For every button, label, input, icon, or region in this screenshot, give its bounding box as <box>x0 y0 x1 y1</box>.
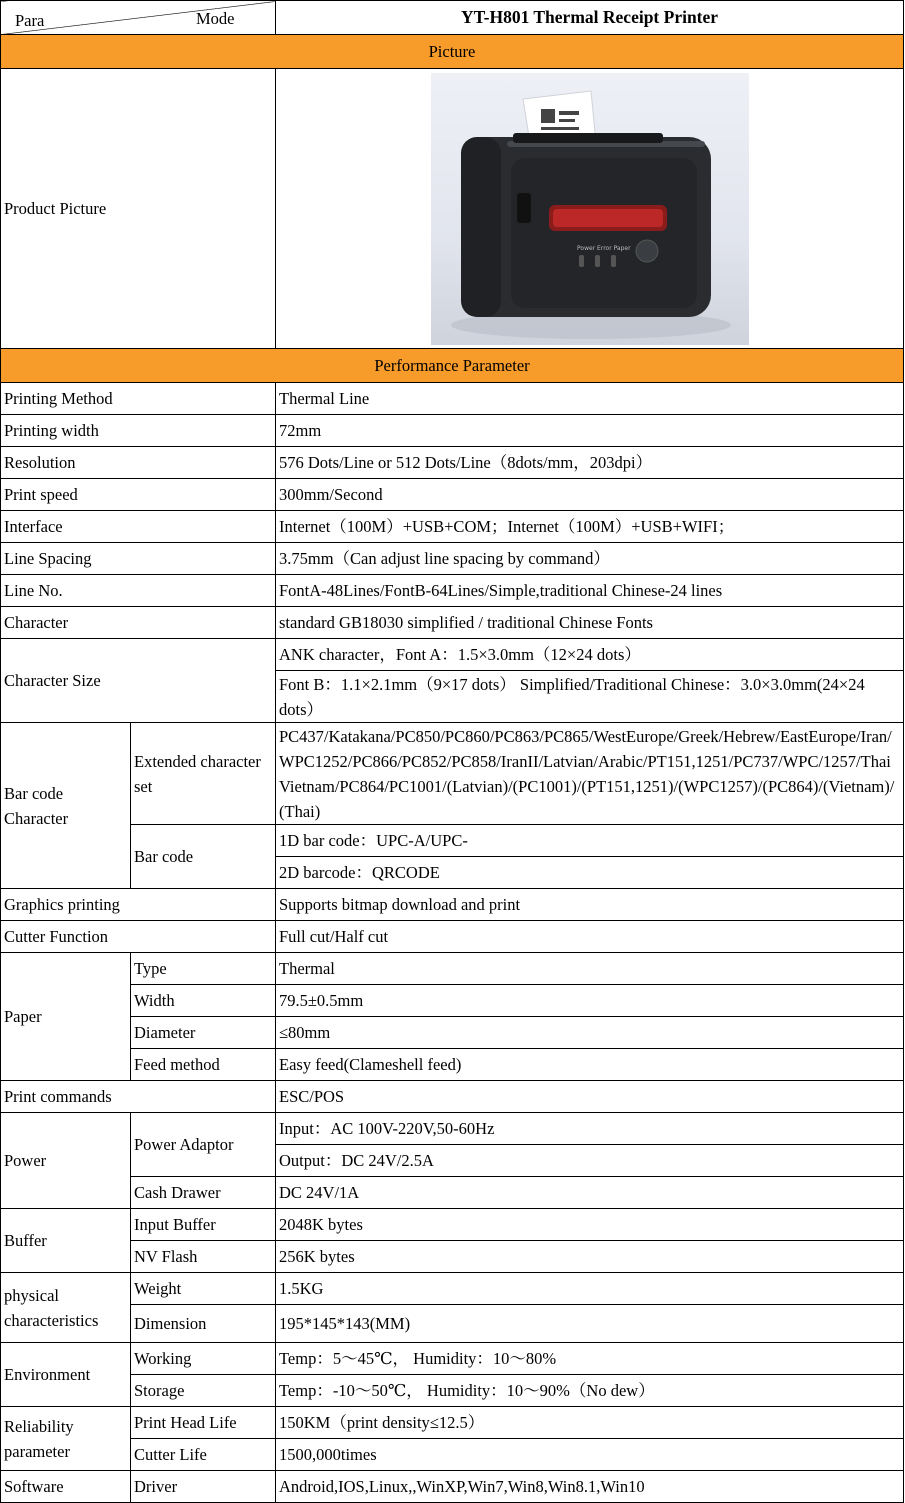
interface-value: Internet（100M）+USB+COM；Internet（100M）+USB+WIFI； <box>276 511 904 543</box>
paper-width-value: 79.5±0.5mm <box>276 985 904 1017</box>
section-performance: Performance Parameter <box>1 349 904 383</box>
product-picture-cell <box>276 69 904 349</box>
cutter-life-label: Cutter Life <box>131 1439 276 1471</box>
header-para: Para <box>15 11 45 30</box>
paper-diameter-value: ≤80mm <box>276 1017 904 1049</box>
nv-flash-label: NV Flash <box>131 1241 276 1273</box>
storage-label: Storage <box>131 1375 276 1407</box>
character-size-label: Character Size <box>1 639 276 723</box>
product-picture-label: Product Picture <box>1 69 276 349</box>
power-adaptor-input: Input：AC 100V-220V,50-60Hz <box>276 1113 904 1145</box>
input-buffer-value: 2048K bytes <box>276 1209 904 1241</box>
character-size-value-2: Font B：1.1×2.1mm（9×17 dots） Simplified/Traditional Chinese：3.0×3.0mm(24×24 dots） <box>276 671 904 723</box>
character-label: Character <box>1 607 276 639</box>
input-buffer-label: Input Buffer <box>131 1209 276 1241</box>
character-value: standard GB18030 simplified / traditional Chinese Fonts <box>276 607 904 639</box>
cutter-function-value: Full cut/Half cut <box>276 921 904 953</box>
character-size-value-1: ANK character，Font A：1.5×3.0mm（12×24 dots） <box>276 639 904 671</box>
reliability-label: Reliability parameter <box>1 1407 131 1471</box>
print-commands-value: ESC/POS <box>276 1081 904 1113</box>
dimension-value: 195*145*143(MM) <box>276 1305 904 1343</box>
weight-value: 1.5KG <box>276 1273 904 1305</box>
header-para-mode-cell <box>1 1 276 35</box>
barcode-character-label: Bar code Character <box>1 723 131 889</box>
driver-label: Driver <box>131 1471 276 1503</box>
environment-label: Environment <box>1 1343 131 1407</box>
buffer-label: Buffer <box>1 1209 131 1273</box>
svg-text:Power Error Paper: Power Error Paper <box>576 244 631 252</box>
cutter-life-value: 1500,000times <box>276 1439 904 1471</box>
page-title: YT-H801 Thermal Receipt Printer <box>276 1 904 35</box>
cash-drawer-label: Cash Drawer <box>131 1177 276 1209</box>
print-speed-value: 300mm/Second <box>276 479 904 511</box>
working-value: Temp：5～45℃， Humidity：10～80% <box>276 1343 904 1375</box>
paper-label: Paper <box>1 953 131 1081</box>
weight-label: Weight <box>131 1273 276 1305</box>
printing-width-value: 72mm <box>276 415 904 447</box>
extended-charset-value: PC437/Katakana/PC850/PC860/PC863/PC865/WestEurope/Greek/Hebrew/EastEurope/Iran/WPC1252/PC866/PC852/PC858/IranII/Latvian/Arabic/PT151,1251/PC737/WPC/1257/ThaiVietnam/PC864/PC1001/(Latvian)/(PC1001)/(PT151,1251)/(WPC1257)/(PC864)/(Vietnam)/(Thai) <box>276 723 904 825</box>
product-photo <box>431 73 749 345</box>
paper-diameter-label: Diameter <box>131 1017 276 1049</box>
barcode-2d-value: 2D barcode：QRCODE <box>276 857 904 889</box>
section-picture: Picture <box>1 35 904 69</box>
nv-flash-value: 256K bytes <box>276 1241 904 1273</box>
power-adaptor-label: Power Adaptor <box>131 1113 276 1177</box>
physical-label: physical characteristics <box>1 1273 131 1343</box>
graphics-printing-value: Supports bitmap download and print <box>276 889 904 921</box>
software-label: Software <box>1 1471 131 1503</box>
paper-type-value: Thermal <box>276 953 904 985</box>
resolution-value: 576 Dots/Line or 512 Dots/Line（8dots/mm，203dpi） <box>276 447 904 479</box>
print-commands-label: Print commands <box>1 1081 276 1113</box>
barcode-label: Bar code <box>131 825 276 889</box>
extended-charset-label: Extended character set <box>131 723 276 825</box>
paper-feed-value: Easy feed(Clameshell feed) <box>276 1049 904 1081</box>
barcode-1d-value: 1D bar code：UPC-A/UPC- <box>276 825 904 857</box>
cash-drawer-value: DC 24V/1A <box>276 1177 904 1209</box>
printing-method-value: Thermal Line <box>276 383 904 415</box>
working-label: Working <box>131 1343 276 1375</box>
line-spacing-value: 3.75mm（Can adjust line spacing by command） <box>276 543 904 575</box>
storage-value: Temp：-10～50℃， Humidity：10～90%（No dew） <box>276 1375 904 1407</box>
printer-image <box>431 73 749 345</box>
driver-value: Android,IOS,Linux,,WinXP,Win7,Win8,Win8.1,Win10 <box>276 1471 904 1503</box>
line-no-value: FontA-48Lines/FontB-64Lines/Simple,traditional Chinese-24 lines <box>276 575 904 607</box>
printing-method-label: Printing Method <box>1 383 276 415</box>
print-head-life-label: Print Head Life <box>131 1407 276 1439</box>
dimension-label: Dimension <box>131 1305 276 1343</box>
power-label: Power <box>1 1113 131 1209</box>
paper-type-label: Type <box>131 953 276 985</box>
header-mode: Mode <box>196 9 235 28</box>
print-head-life-value: 150KM（print density≤12.5） <box>276 1407 904 1439</box>
printing-width-label: Printing width <box>1 415 276 447</box>
paper-width-label: Width <box>131 985 276 1017</box>
line-spacing-label: Line Spacing <box>1 543 276 575</box>
paper-feed-label: Feed method <box>131 1049 276 1081</box>
cutter-function-label: Cutter Function <box>1 921 276 953</box>
resolution-label: Resolution <box>1 447 276 479</box>
power-adaptor-output: Output：DC 24V/2.5A <box>276 1145 904 1177</box>
graphics-printing-label: Graphics printing <box>1 889 276 921</box>
print-speed-label: Print speed <box>1 479 276 511</box>
interface-label: Interface <box>1 511 276 543</box>
line-no-label: Line No. <box>1 575 276 607</box>
